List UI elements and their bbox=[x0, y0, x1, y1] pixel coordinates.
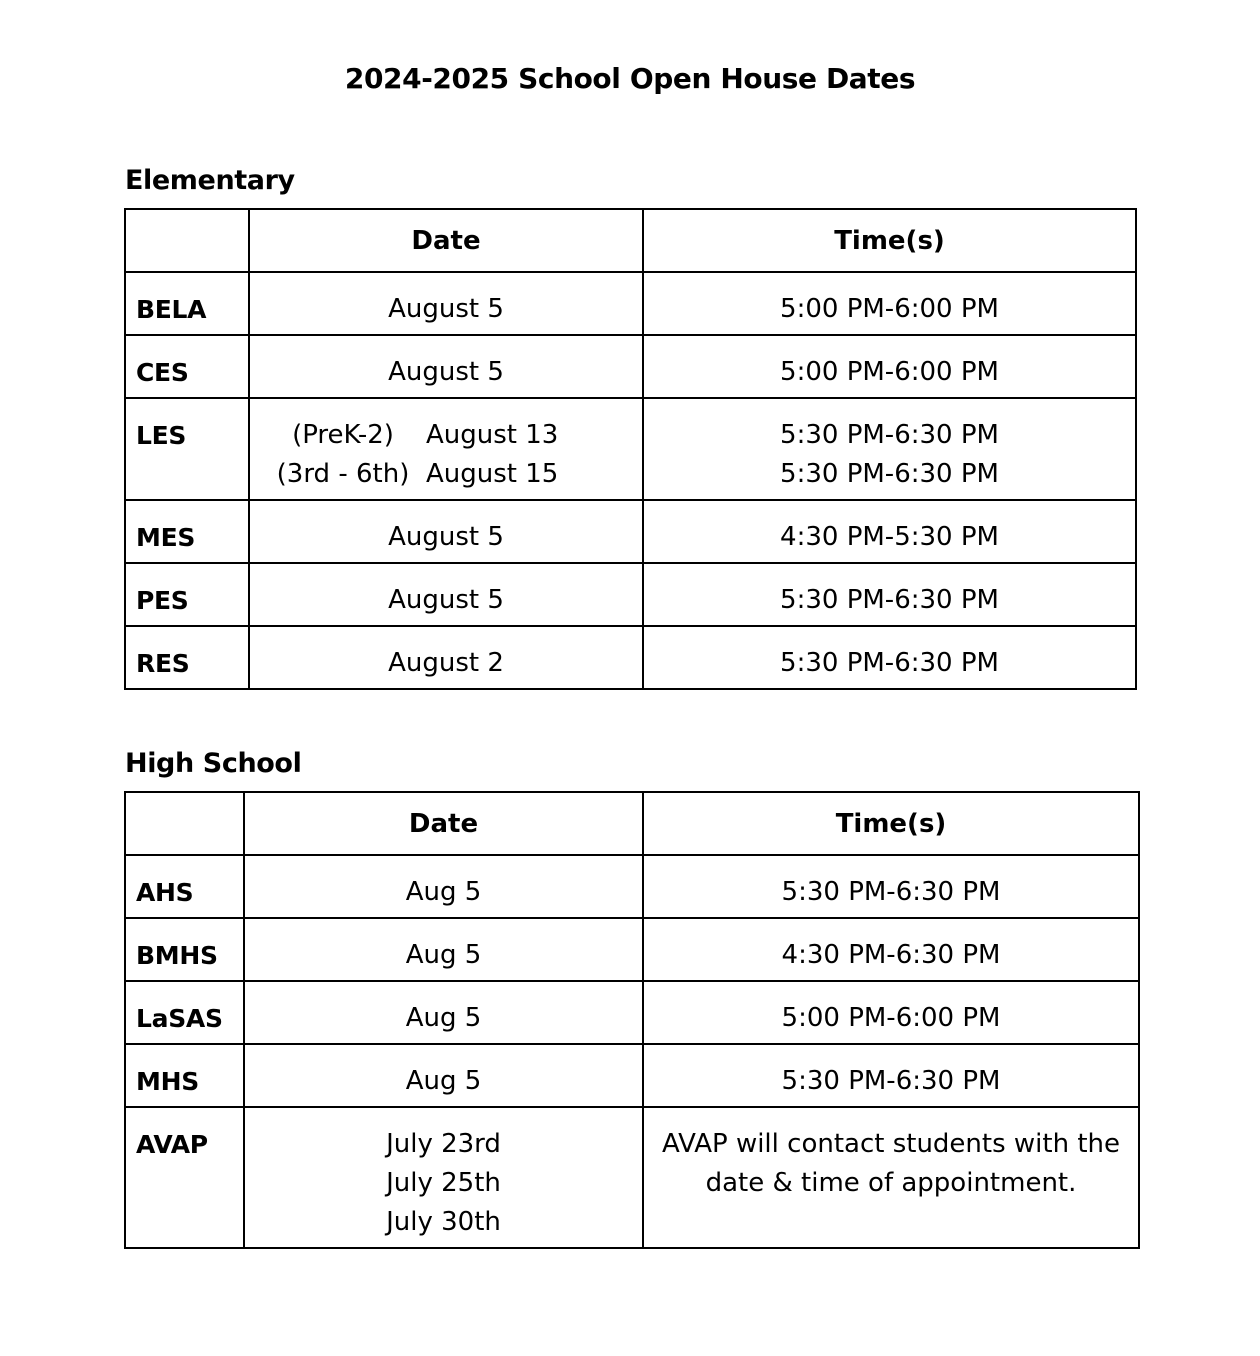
table-row bbox=[125, 1107, 1139, 1248]
date-header: Date bbox=[249, 209, 643, 272]
table-header-row bbox=[125, 792, 1139, 855]
elementary-heading: Elementary bbox=[125, 165, 295, 196]
school-name: CES bbox=[125, 335, 249, 398]
times-header: Time(s) bbox=[643, 209, 1136, 272]
date-cell: August 2 bbox=[249, 626, 643, 689]
school-name: BELA bbox=[125, 272, 249, 335]
time-cell: 5:00 PM-6:00 PM bbox=[643, 272, 1136, 335]
elementary-table bbox=[124, 208, 1137, 690]
date-cell bbox=[249, 398, 643, 500]
school-name: BMHS bbox=[125, 918, 244, 981]
school-header bbox=[125, 792, 244, 855]
time-cell: 5:00 PM-6:00 PM bbox=[643, 981, 1139, 1044]
time-value: 5:30 PM-6:30 PM bbox=[780, 420, 999, 450]
time-cell: 5:30 PM-6:30 PM bbox=[643, 626, 1136, 689]
times-header: Time(s) bbox=[643, 792, 1139, 855]
time-cell bbox=[643, 398, 1136, 500]
table-row bbox=[125, 981, 1139, 1044]
time-cell: 5:30 PM-6:30 PM bbox=[643, 563, 1136, 626]
school-name: AHS bbox=[125, 855, 244, 918]
time-cell: 5:00 PM-6:00 PM bbox=[643, 335, 1136, 398]
date-cell: Aug 5 bbox=[244, 918, 643, 981]
date-cell bbox=[244, 1107, 643, 1248]
school-name: LES bbox=[125, 398, 249, 500]
table-row bbox=[125, 563, 1136, 626]
high-school-heading: High School bbox=[125, 748, 302, 779]
page-title: 2024-2025 School Open House Dates bbox=[344, 62, 916, 95]
date-cell: August 5 bbox=[249, 335, 643, 398]
high-school-table bbox=[124, 791, 1140, 1249]
table-row bbox=[125, 272, 1136, 335]
time-cell: 5:30 PM-6:30 PM bbox=[643, 855, 1139, 918]
time-cell: 5:30 PM-6:30 PM bbox=[643, 1044, 1139, 1107]
table-row bbox=[125, 335, 1136, 398]
school-name: MES bbox=[125, 500, 249, 563]
school-name: MHS bbox=[125, 1044, 244, 1107]
date-header: Date bbox=[244, 792, 643, 855]
date-cell: August 5 bbox=[249, 272, 643, 335]
school-name: LaSAS bbox=[125, 981, 244, 1044]
grade-date-line bbox=[268, 455, 642, 494]
appointment-note: AVAP will contact students with the bbox=[661, 1129, 1121, 1159]
table-row bbox=[125, 626, 1136, 689]
date-cell: Aug 5 bbox=[244, 855, 643, 918]
date-value: August 15 bbox=[426, 459, 559, 489]
time-cell: 4:30 PM-6:30 PM bbox=[643, 918, 1139, 981]
table-row bbox=[125, 398, 1136, 500]
table-row bbox=[125, 855, 1139, 918]
table-row bbox=[125, 918, 1139, 981]
table-header-row bbox=[125, 209, 1136, 272]
time-value: 5:30 PM-6:30 PM bbox=[780, 459, 999, 489]
date-value: July 30th bbox=[386, 1207, 501, 1237]
date-cell: Aug 5 bbox=[244, 981, 643, 1044]
grade-range: (3rd - 6th) bbox=[276, 459, 410, 489]
appointment-note: date & time of appointment. bbox=[705, 1168, 1077, 1198]
table-row bbox=[125, 1044, 1139, 1107]
date-cell: August 5 bbox=[249, 500, 643, 563]
table-row bbox=[125, 500, 1136, 563]
school-header bbox=[125, 209, 249, 272]
school-name: RES bbox=[125, 626, 249, 689]
time-cell bbox=[643, 1107, 1139, 1248]
grade-date-line bbox=[268, 416, 642, 455]
time-cell: 4:30 PM-5:30 PM bbox=[643, 500, 1136, 563]
date-value: July 23rd bbox=[386, 1129, 501, 1159]
school-name: AVAP bbox=[125, 1107, 244, 1248]
school-name: PES bbox=[125, 563, 249, 626]
date-cell: Aug 5 bbox=[244, 1044, 643, 1107]
date-value: August 13 bbox=[426, 420, 559, 450]
grade-range: (PreK-2) bbox=[292, 420, 394, 450]
date-cell: August 5 bbox=[249, 563, 643, 626]
date-value: July 25th bbox=[386, 1168, 501, 1198]
